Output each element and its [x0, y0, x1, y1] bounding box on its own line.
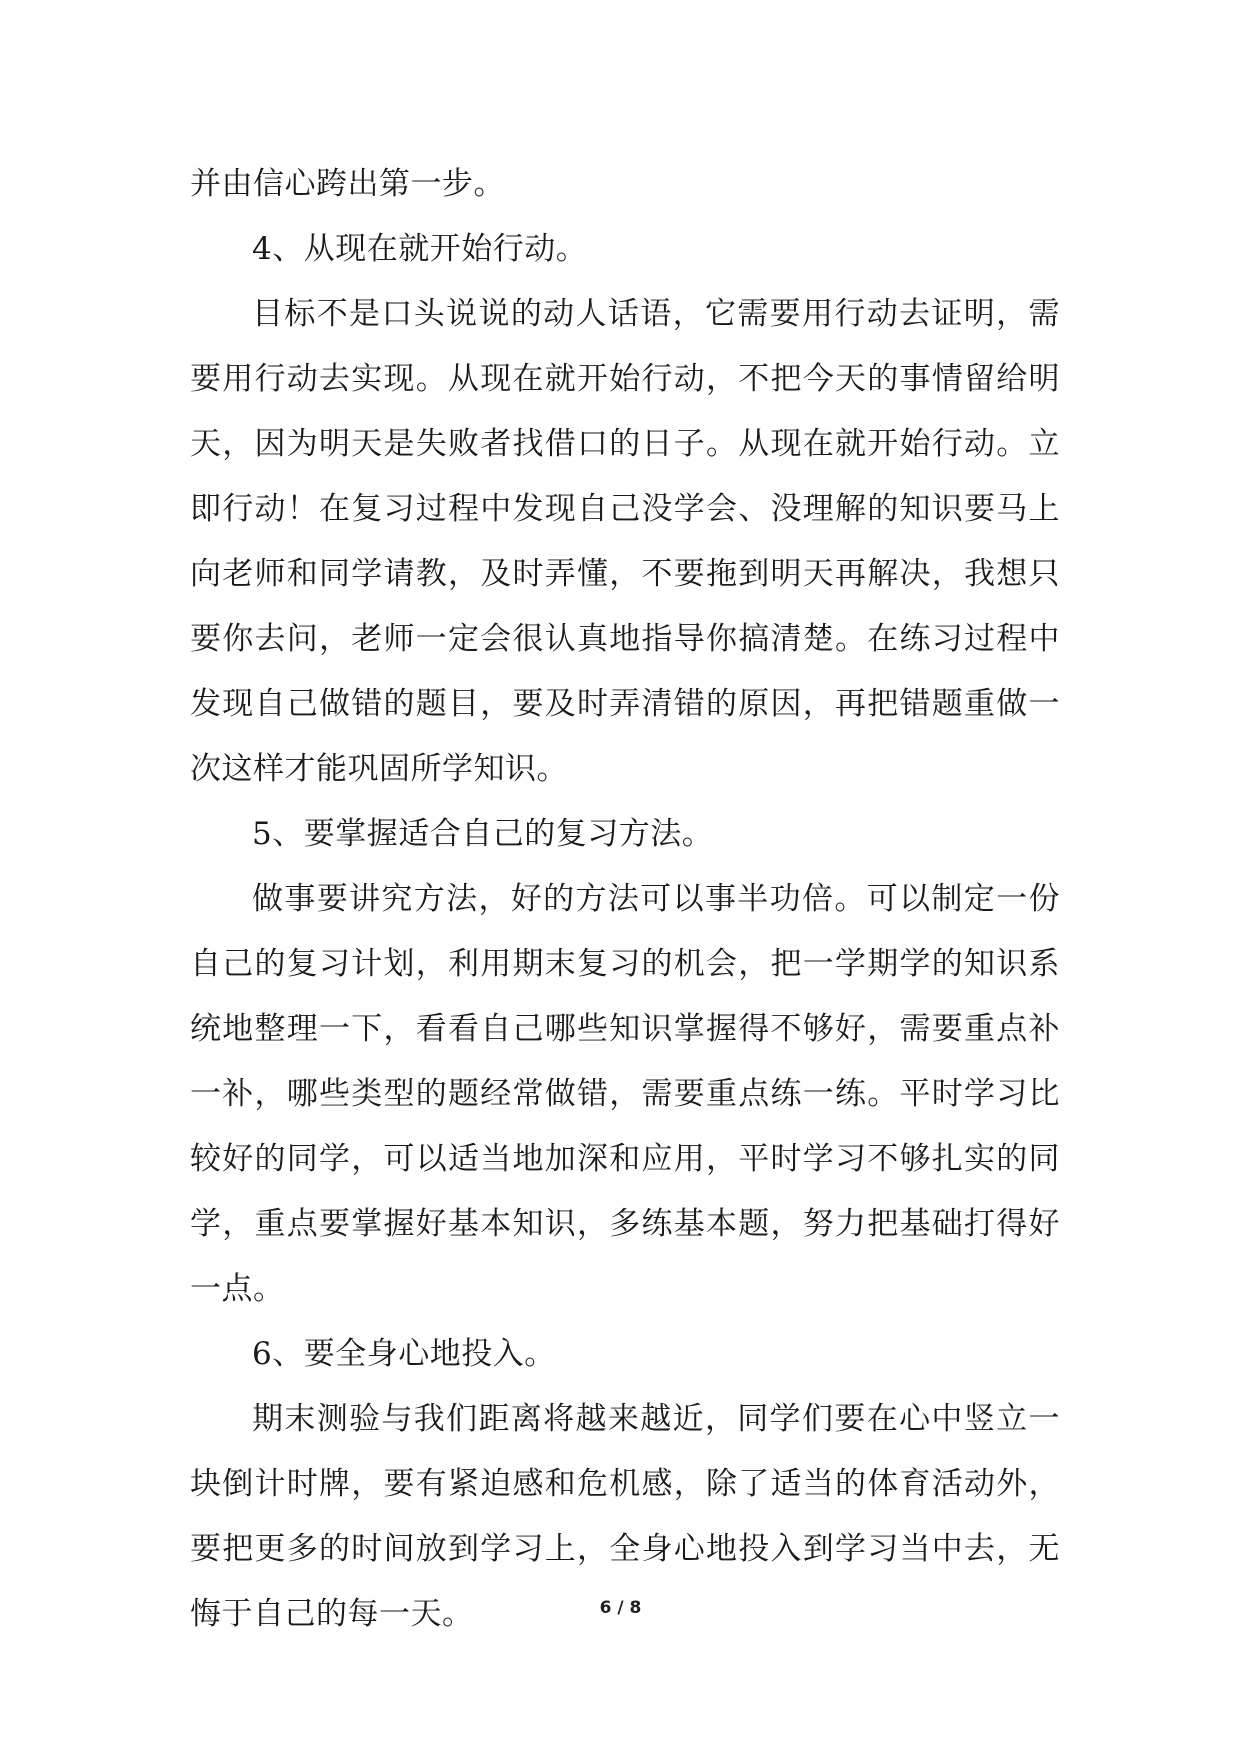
- document-body: [190, 152, 1060, 1647]
- section-heading-6: 6、要全身心地投入。: [252, 1336, 556, 1372]
- section-heading-5: 5、要掌握适合自己的复习方法。: [252, 816, 714, 852]
- section-heading-4: 4、从现在就开始行动。: [252, 231, 588, 267]
- paragraph-section-6: 期末测验与我们距离将越来越近，同学们要在心中竖立一块倒计时牌，要有紧迫感和危机感，除了适当的体育活动外，要把更多的时间放到学习上，全身心地投入到学习当中去，无悔于自己的每一天。: [190, 1401, 1060, 1632]
- paragraph-section-4: 目标不是口头说说的动人话语，它需要用行动去证明，需要用行动去实现。从现在就开始行动，不把今天的事情留给明天，因为明天是失败者找借口的日子。从现在就开始行动。立即行动！在复习过程中发现自己没学会、没理解的知识要马上向老师和同学请教，及时弄懂，不要拖到明天再解决，我想只要你去问，老师一定会很认真地指导你搞清楚。在练习过程中发现自己做错的题目，要及时弄清错的原因，再把错题重做一次这样才能巩固所学知识。: [190, 296, 1060, 787]
- paragraph-continuation: 并由信心跨出第一步。: [190, 166, 505, 202]
- paragraph-section-5: 做事要讲究方法，好的方法可以事半功倍。可以制定一份自己的复习计划，利用期末复习的机会，把一学期学的知识系统地整理一下，看看自己哪些知识掌握得不够好，需要重点补一补，哪些类型的题经常做错，需要重点练一练。平时学习比较好的同学，可以适当地加深和应用，平时学习不够扎实的同学，重点要掌握好基本知识，多练基本题，努力把基础打得好一点。: [190, 881, 1060, 1307]
- page-number: 6 / 8: [599, 1598, 642, 1618]
